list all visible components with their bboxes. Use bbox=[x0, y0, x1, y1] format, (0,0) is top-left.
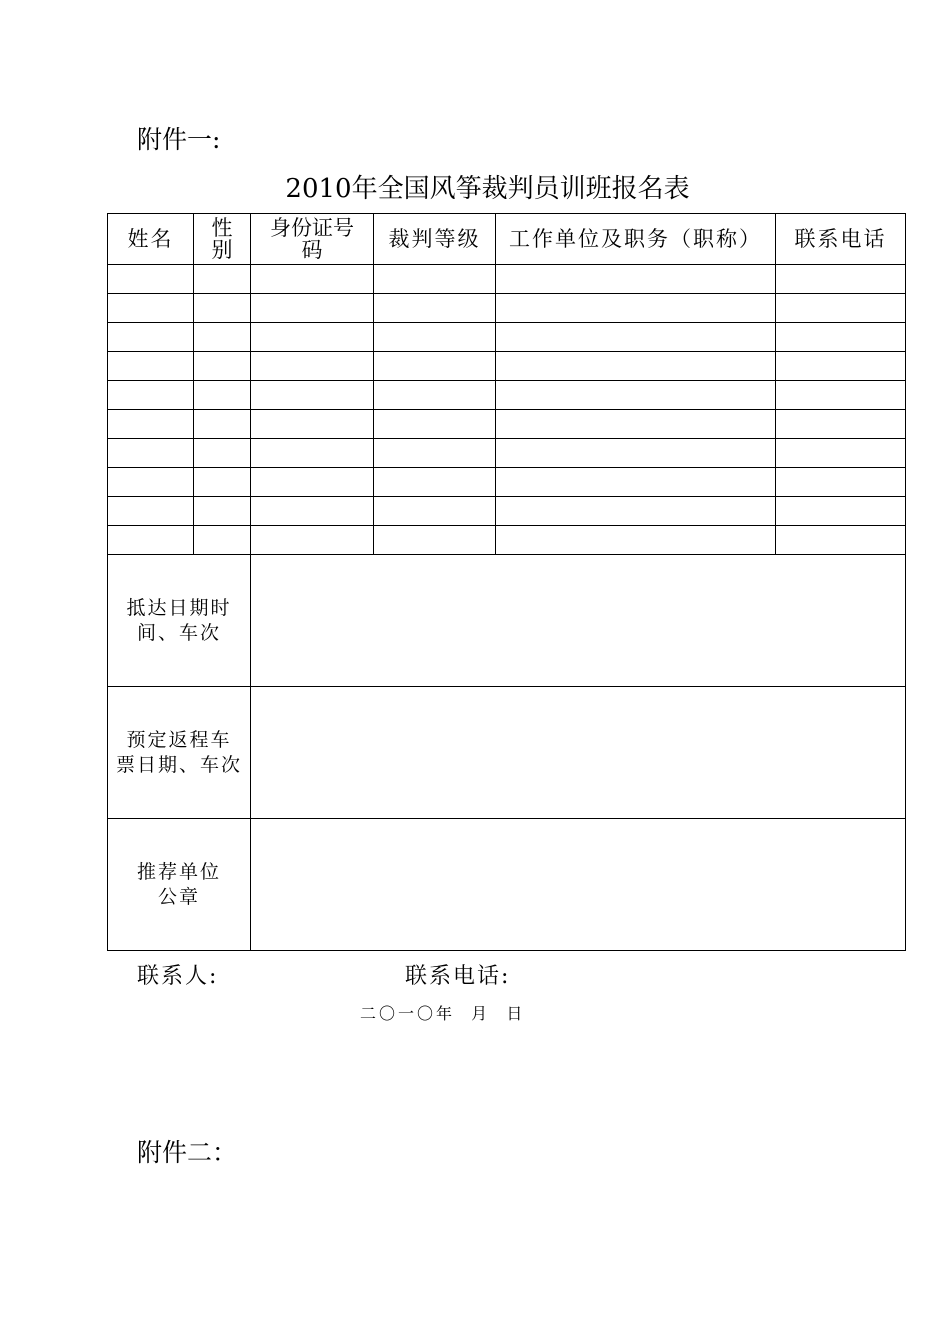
id-cell[interactable] bbox=[251, 468, 374, 497]
level-cell[interactable] bbox=[374, 381, 496, 410]
entry-rows bbox=[108, 265, 906, 555]
return-field[interactable] bbox=[251, 687, 906, 819]
id-cell[interactable] bbox=[251, 410, 374, 439]
name-cell[interactable] bbox=[108, 381, 194, 410]
name-cell[interactable] bbox=[108, 323, 194, 352]
id-cell[interactable] bbox=[251, 381, 374, 410]
level-cell[interactable] bbox=[374, 439, 496, 468]
arrival-field[interactable] bbox=[251, 555, 906, 687]
table-row bbox=[108, 526, 906, 555]
level-cell[interactable] bbox=[374, 265, 496, 294]
gender-cell[interactable] bbox=[194, 410, 251, 439]
work-unit-cell[interactable] bbox=[496, 323, 776, 352]
gender-cell[interactable] bbox=[194, 526, 251, 555]
id-cell[interactable] bbox=[251, 294, 374, 323]
header-referee-level: 裁判等级 bbox=[374, 214, 496, 265]
work-unit-cell[interactable] bbox=[496, 265, 776, 294]
table-row bbox=[108, 294, 906, 323]
header-work-unit: 工作单位及职务（职称） bbox=[496, 214, 776, 265]
table-row bbox=[108, 497, 906, 526]
attachment-two-heading: 附件二： bbox=[137, 1138, 238, 1167]
work-unit-cell[interactable] bbox=[496, 352, 776, 381]
gender-cell[interactable] bbox=[194, 381, 251, 410]
table-row bbox=[108, 439, 906, 468]
level-cell[interactable] bbox=[374, 323, 496, 352]
seal-label: 推荐单位 公章 bbox=[108, 819, 251, 951]
seal-row bbox=[108, 819, 906, 951]
name-cell[interactable] bbox=[108, 497, 194, 526]
work-unit-cell[interactable] bbox=[496, 497, 776, 526]
phone-cell[interactable] bbox=[776, 410, 906, 439]
work-unit-cell[interactable] bbox=[496, 381, 776, 410]
arrival-label: 抵达日期时 间、车次 bbox=[108, 555, 251, 687]
table-header-row bbox=[108, 214, 906, 265]
level-cell[interactable] bbox=[374, 410, 496, 439]
table-row bbox=[108, 468, 906, 497]
gender-cell[interactable] bbox=[194, 352, 251, 381]
name-cell[interactable] bbox=[108, 526, 194, 555]
table-row bbox=[108, 381, 906, 410]
phone-cell[interactable] bbox=[776, 294, 906, 323]
id-cell[interactable] bbox=[251, 265, 374, 294]
id-cell[interactable] bbox=[251, 352, 374, 381]
phone-cell[interactable] bbox=[776, 352, 906, 381]
name-cell[interactable] bbox=[108, 265, 194, 294]
phone-cell[interactable] bbox=[776, 526, 906, 555]
attachment-one-heading: 附件一: bbox=[137, 125, 221, 154]
id-cell[interactable] bbox=[251, 526, 374, 555]
level-cell[interactable] bbox=[374, 526, 496, 555]
name-cell[interactable] bbox=[108, 439, 194, 468]
work-unit-cell[interactable] bbox=[496, 468, 776, 497]
phone-cell[interactable] bbox=[776, 265, 906, 294]
phone-cell[interactable] bbox=[776, 323, 906, 352]
phone-cell[interactable] bbox=[776, 468, 906, 497]
date-line: 二〇一〇年 月 日 bbox=[360, 1004, 526, 1023]
table-row bbox=[108, 410, 906, 439]
header-id-number: 身份证号 码 bbox=[251, 214, 374, 265]
table-row bbox=[108, 265, 906, 294]
contact-person-label: 联系人: bbox=[137, 964, 219, 989]
phone-cell[interactable] bbox=[776, 497, 906, 526]
level-cell[interactable] bbox=[374, 497, 496, 526]
id-cell[interactable] bbox=[251, 497, 374, 526]
level-cell[interactable] bbox=[374, 294, 496, 323]
header-name: 姓名 bbox=[108, 214, 194, 265]
work-unit-cell[interactable] bbox=[496, 526, 776, 555]
id-cell[interactable] bbox=[251, 439, 374, 468]
gender-cell[interactable] bbox=[194, 265, 251, 294]
gender-cell[interactable] bbox=[194, 497, 251, 526]
header-gender: 性 别 bbox=[194, 214, 251, 265]
name-cell[interactable] bbox=[108, 352, 194, 381]
table-row bbox=[108, 352, 906, 381]
phone-cell[interactable] bbox=[776, 439, 906, 468]
header-phone: 联系电话 bbox=[776, 214, 906, 265]
name-cell[interactable] bbox=[108, 468, 194, 497]
id-cell[interactable] bbox=[251, 323, 374, 352]
contact-phone-label: 联系电话: bbox=[405, 964, 511, 989]
level-cell[interactable] bbox=[374, 352, 496, 381]
gender-cell[interactable] bbox=[194, 439, 251, 468]
phone-cell[interactable] bbox=[776, 381, 906, 410]
work-unit-cell[interactable] bbox=[496, 410, 776, 439]
form-title: 2010年全国风筝裁判员训班报名表 bbox=[285, 174, 690, 204]
arrival-row bbox=[108, 555, 906, 687]
gender-cell[interactable] bbox=[194, 323, 251, 352]
name-cell[interactable] bbox=[108, 410, 194, 439]
level-cell[interactable] bbox=[374, 468, 496, 497]
gender-cell[interactable] bbox=[194, 294, 251, 323]
registration-table bbox=[107, 213, 906, 951]
gender-cell[interactable] bbox=[194, 468, 251, 497]
seal-field[interactable] bbox=[251, 819, 906, 951]
work-unit-cell[interactable] bbox=[496, 439, 776, 468]
name-cell[interactable] bbox=[108, 294, 194, 323]
work-unit-cell[interactable] bbox=[496, 294, 776, 323]
return-label: 预定返程车 票日期、车次 bbox=[108, 687, 251, 819]
return-row bbox=[108, 687, 906, 819]
table-row bbox=[108, 323, 906, 352]
